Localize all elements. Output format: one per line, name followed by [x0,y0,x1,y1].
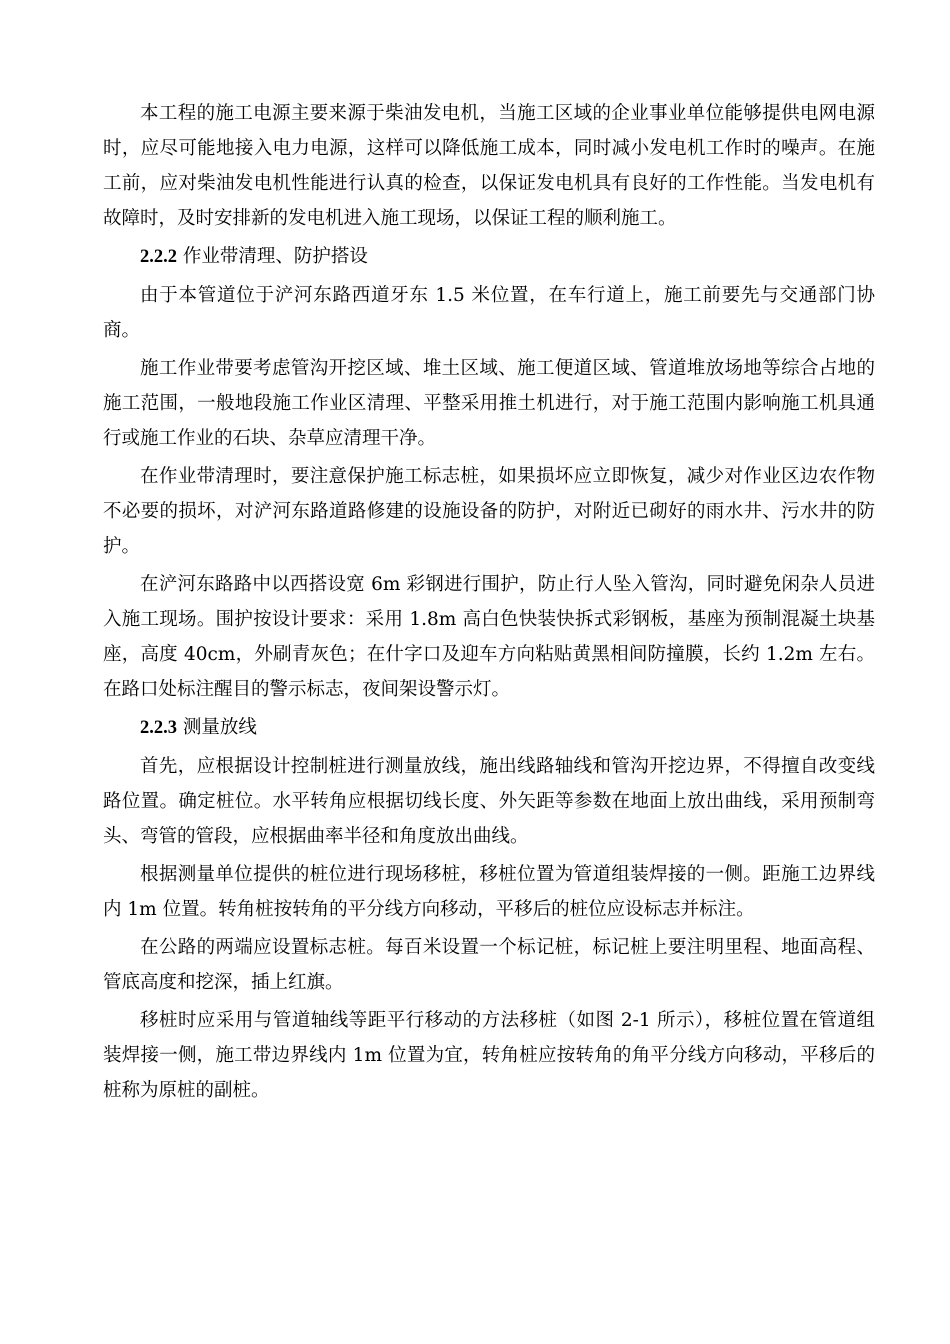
section-title: 作业带清理、防护搭设 [182,246,368,267]
paragraph: 首先，应根据设计控制桩进行测量放线，施出线路轴线和管沟开挖边界，不得擅自改变线路位置。确定桩位。水平转角应根据切线长度、外矢距等参数在地面上放出曲线，采用预制弯头、弯管的管段，应根据曲率半径和角度放出曲线。 [103,756,875,847]
paragraph: 在公路的两端应设置标志桩。每百米设置一个标记桩，标记桩上要注明里程、地面高程、管底高度和挖深，插上红旗。 [103,937,875,993]
section-heading-2-2-3 [103,710,875,746]
section-title: 测量放线 [182,717,257,738]
document-body [103,96,875,1111]
paragraph: 在浐河东路路中以西搭设宽 6m 彩钢进行围护，防止行人坠入管沟，同时避免闲杂人员进入施工现场。围护按设计要求：采用 1.8m 高白色快装快拆式彩钢板，基座为预制混凝土块基座，高度 40cm，外刷青灰色；在什字口及迎车方向粘贴黄黑相间防撞膜，长约 1.2m 左右。在路口处标注醒目的警示标志，夜间架设警示灯。 [103,574,875,700]
paragraph-power-source: 本工程的施工电源主要来源于柴油发电机，当施工区域的企业事业单位能够提供电网电源时，应尽可能地接入电力电源，这样可以降低施工成本，同时减小发电机工作时的噪声。在施工前，应对柴油发电机性能进行认真的检查，以保证发电机具有良好的工作性能。当发电机有故障时，及时安排新的发电机进入施工现场，以保证工程的顺利施工。 [103,103,875,229]
section-heading-2-2-2 [103,239,875,275]
paragraph: 施工作业带要考虑管沟开挖区域、堆土区域、施工便道区域、管道堆放场地等综合占地的施工范围，一般地段施工作业区清理、平整采用推土机进行，对于施工范围内影响施工机具通行或施工作业的石块、杂草应清理干净。 [103,358,875,449]
section-number: 2.2.2 [140,247,177,267]
paragraph: 由于本管道位于浐河东路西道牙东 1.5 米位置，在车行道上，施工前要先与交通部门协商。 [103,285,875,341]
paragraph: 在作业带清理时，要注意保护施工标志桩，如果损坏应立即恢复，减少对作业区边农作物不必要的损坏，对浐河东路道路修建的设施设备的防护，对附近已砌好的雨水井、污水井的防护。 [103,466,875,557]
paragraph: 根据测量单位提供的桩位进行现场移桩，移桩位置为管道组装焊接的一侧。距施工边界线内 1m 位置。转角桩按转角的平分线方向移动，平移后的桩位应设标志并标注。 [103,864,875,920]
paragraph: 移桩时应采用与管道轴线等距平行移动的方法移桩（如图 2-1 所示），移桩位置在管道组装焊接一侧，施工带边界线内 1m 位置为宜，转角桩应按转角的角平分线方向移动，平移后的桩称为原桩的副桩。 [103,1010,875,1101]
section-number: 2.2.3 [140,718,177,738]
